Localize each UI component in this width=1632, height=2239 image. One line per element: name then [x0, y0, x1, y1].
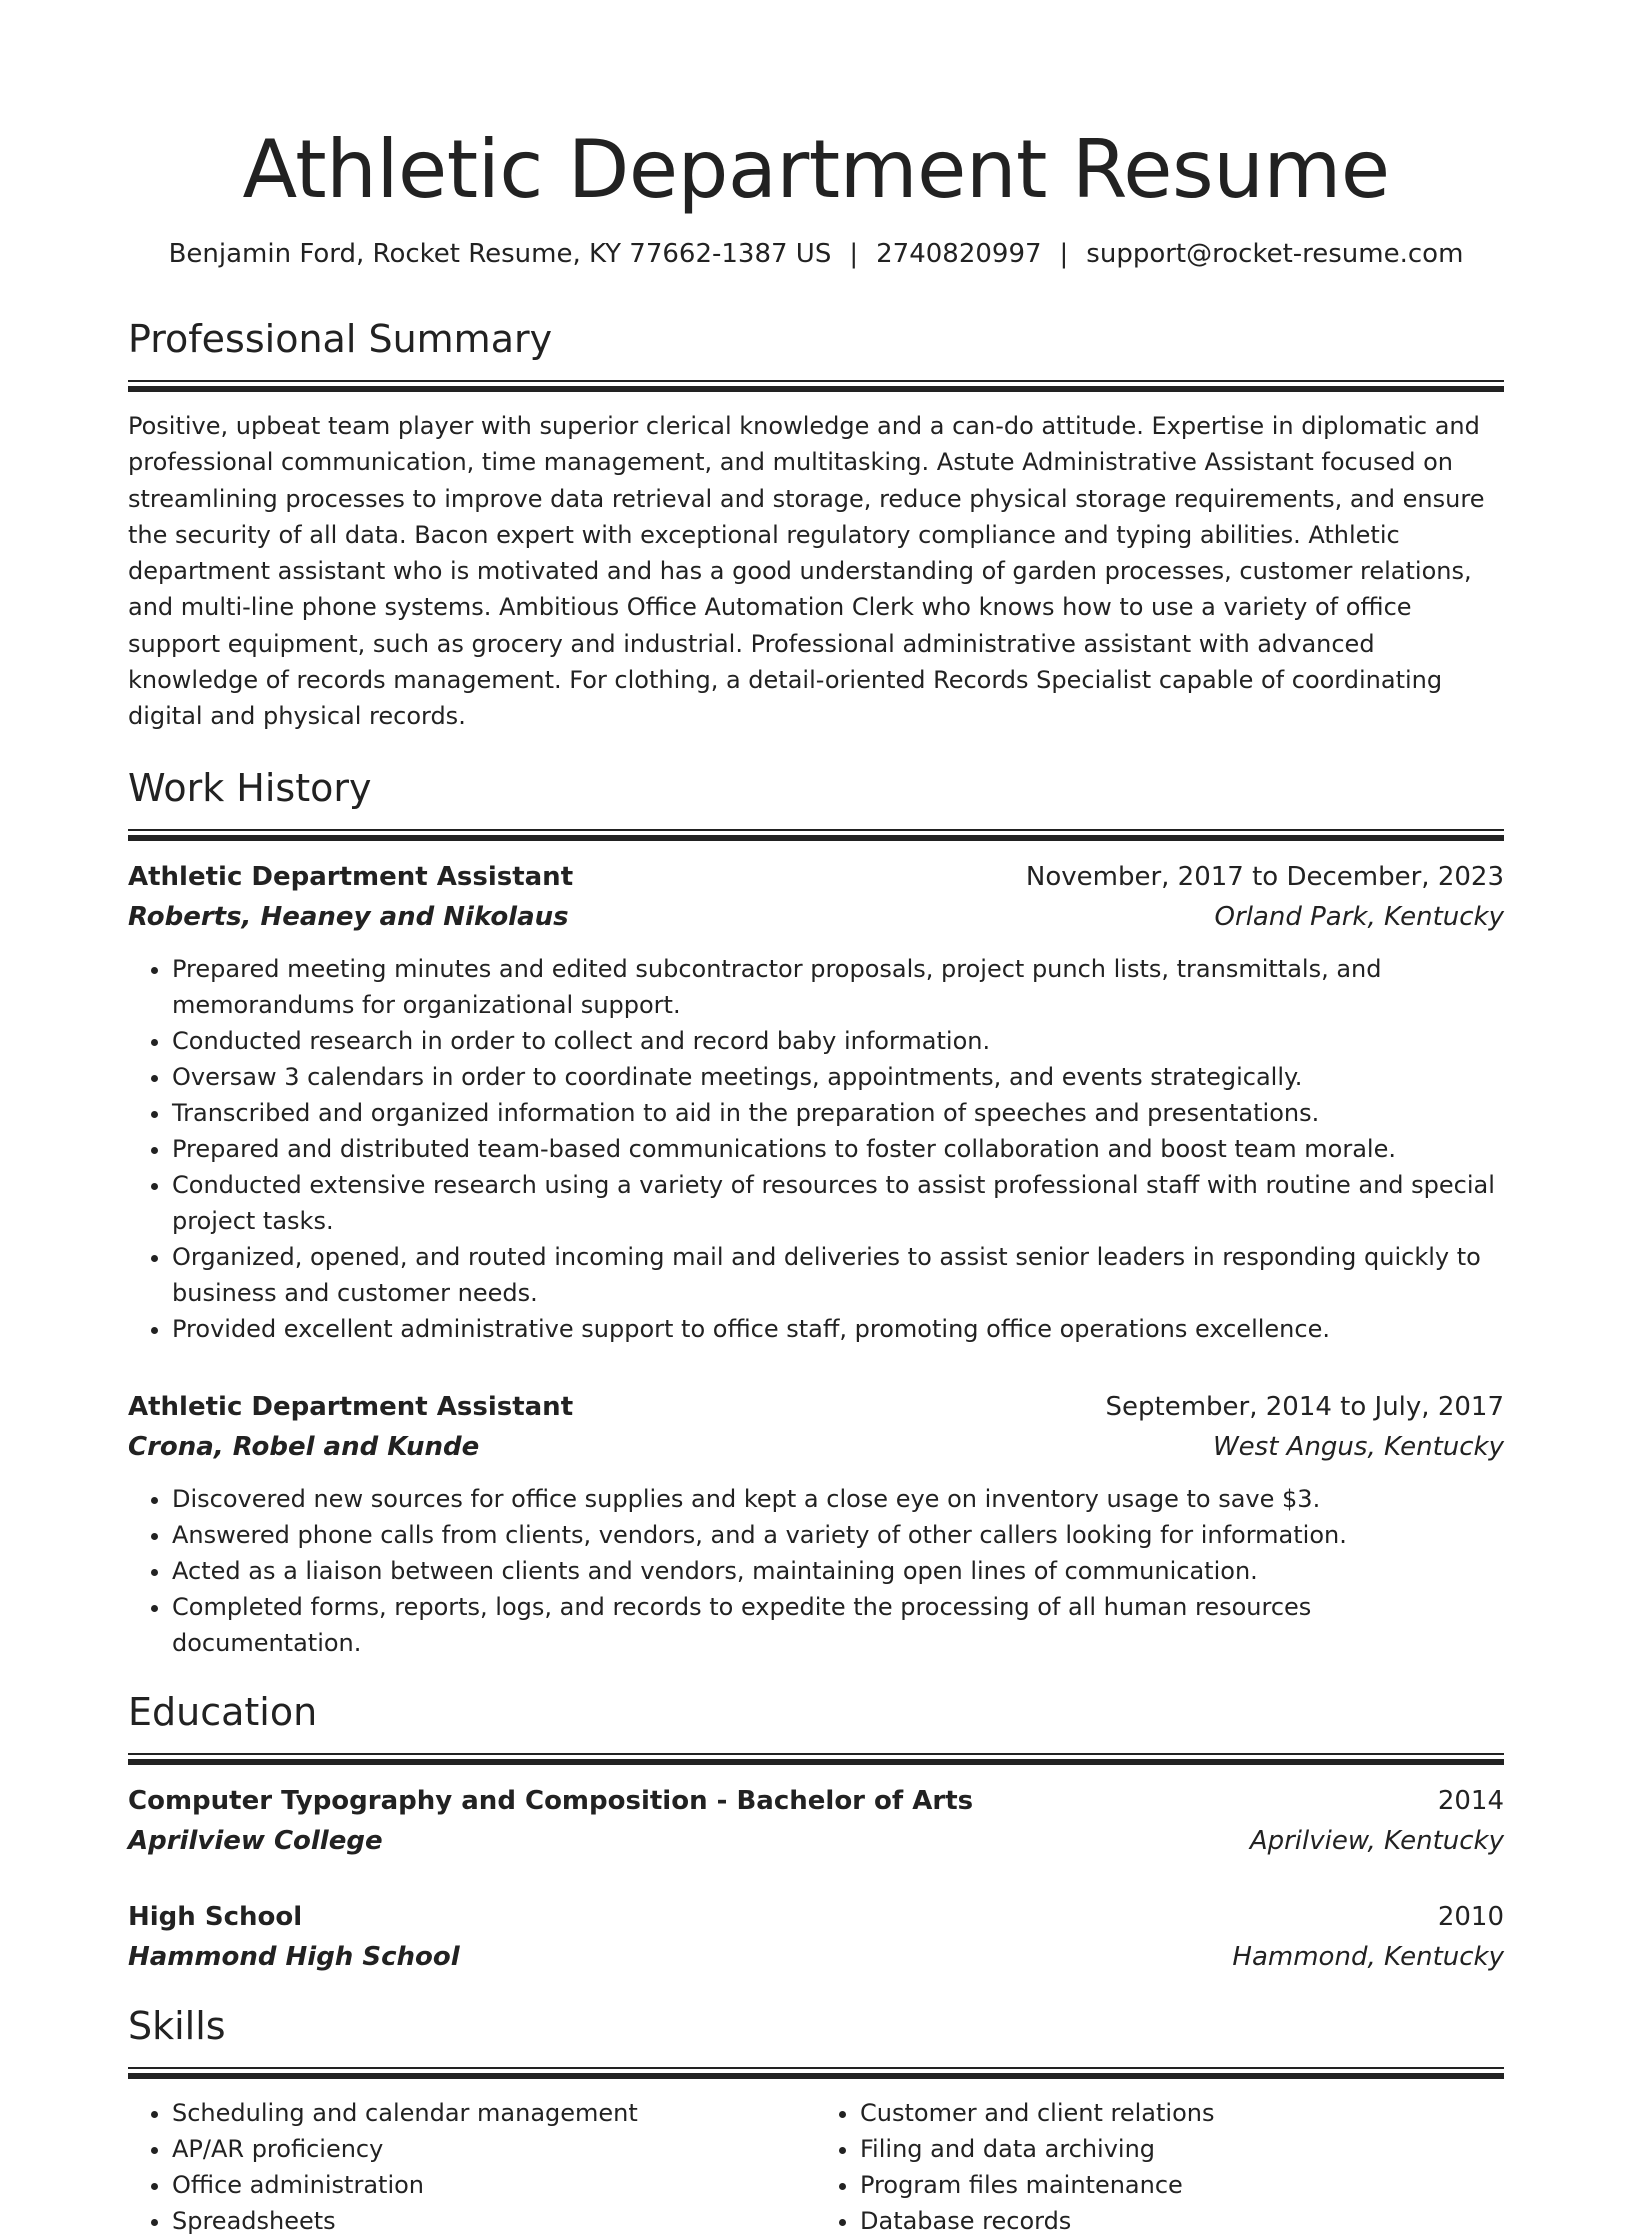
education-degree: High School: [128, 1901, 303, 1932]
list-item: • Office administration: [172, 2167, 816, 2203]
job-bullets: [128, 951, 1504, 1347]
education-entry: [128, 1781, 1504, 1861]
list-item: • Oversaw 3 calendars in order to coordinate meetings, appointments, and events strategically.: [172, 1059, 1504, 1095]
work-history-section: [128, 761, 1504, 1661]
list-item: • AP/AR proficiency: [172, 2131, 816, 2167]
education-header: [128, 1781, 1504, 1821]
list-item: • Conducted research in order to collect and record baby information.: [172, 1023, 1504, 1059]
resume-page: [128, 0, 1504, 2239]
page-title: Athletic Department Resume: [242, 123, 1390, 216]
contact-line: [128, 236, 1504, 272]
section-divider: [128, 2067, 1504, 2079]
job-location: Orland Park, Kentucky: [1214, 901, 1504, 932]
education-location: Aprilview, Kentucky: [1249, 1825, 1504, 1856]
work-history-heading: Work History: [128, 765, 372, 810]
summary-section: [128, 312, 1504, 735]
skills-section: [128, 1999, 1504, 2239]
contact-phone: 2740820997: [876, 239, 1042, 269]
education-entry: [128, 1897, 1504, 1977]
list-item: • Completed forms, reports, logs, and records to expedite the processing of all human resources documentation.: [172, 1589, 1504, 1661]
list-item: • Answered phone calls from clients, vendors, and a variety of other callers looking for information.: [172, 1517, 1504, 1553]
education-subheader: [128, 1821, 1504, 1861]
job-dates: September, 2014 to July, 2017: [1105, 1391, 1504, 1422]
skills-heading: Skills: [128, 2003, 226, 2048]
job-header: [128, 857, 1504, 897]
list-item: • Provided excellent administrative support to office staff, promoting office operations excellence.: [172, 1311, 1504, 1347]
contact-address: Benjamin Ford, Rocket Resume, KY 77662-1387 US: [168, 239, 832, 269]
education-school: Hammond High School: [128, 1941, 460, 1972]
job-subheader: [128, 897, 1504, 937]
list-item: • Transcribed and organized information to aid in the preparation of speeches and presentations.: [172, 1095, 1504, 1131]
list-item: • Discovered new sources for office supplies and kept a close eye on inventory usage to save $3.: [172, 1481, 1504, 1517]
list-item: • Program files maintenance: [860, 2167, 1504, 2203]
skills-list-right: [816, 2095, 1504, 2239]
job-bullets: [128, 1481, 1504, 1661]
job-location: West Angus, Kentucky: [1212, 1431, 1504, 1462]
skills-list-left: [128, 2095, 816, 2239]
education-heading: Education: [128, 1689, 318, 1734]
list-item: • Prepared meeting minutes and edited subcontractor proposals, project punch lists, transmittals, and memorandums for organizational support.: [172, 951, 1504, 1023]
education-section: [128, 1685, 1504, 1977]
job-company: Crona, Robel and Kunde: [128, 1431, 480, 1462]
list-item: • Spreadsheets: [172, 2203, 816, 2239]
section-divider: [128, 380, 1504, 392]
job-title: Athletic Department Assistant: [128, 1391, 574, 1422]
education-school: Aprilview College: [128, 1825, 383, 1856]
job-title: Athletic Department Assistant: [128, 861, 574, 892]
list-item: • Filing and data archiving: [860, 2131, 1504, 2167]
contact-separator: |: [849, 239, 859, 269]
education-year: 2014: [1437, 1785, 1504, 1816]
job-entry: [128, 857, 1504, 1347]
education-year: 2010: [1437, 1901, 1504, 1932]
contact-email: support@rocket-resume.com: [1086, 239, 1464, 269]
job-subheader: [128, 1427, 1504, 1467]
job-entry: [128, 1387, 1504, 1661]
section-divider: [128, 1753, 1504, 1765]
list-item: • Database records: [860, 2203, 1504, 2239]
job-header: [128, 1387, 1504, 1427]
list-item: • Prepared and distributed team-based communications to foster collaboration and boost team morale.: [172, 1131, 1504, 1167]
list-item: • Acted as a liaison between clients and vendors, maintaining open lines of communication.: [172, 1553, 1504, 1589]
list-item: • Customer and client relations: [860, 2095, 1504, 2131]
job-dates: November, 2017 to December, 2023: [1025, 861, 1504, 892]
education-header: [128, 1897, 1504, 1937]
list-item: • Organized, opened, and routed incoming mail and deliveries to assist senior leaders in responding quickly to business and customer needs.: [172, 1239, 1504, 1311]
summary-heading: Professional Summary: [128, 317, 553, 361]
education-subheader: [128, 1937, 1504, 1977]
section-divider: [128, 829, 1504, 841]
list-item: • Scheduling and calendar management: [172, 2095, 816, 2131]
contact-separator: |: [1059, 239, 1069, 269]
education-location: Hammond, Kentucky: [1232, 1941, 1504, 1972]
skills-columns: [128, 2095, 1504, 2239]
job-company: Roberts, Heaney and Nikolaus: [128, 901, 569, 932]
education-degree: Computer Typography and Composition - Bachelor of Arts: [128, 1785, 974, 1816]
summary-text: Positive, upbeat team player with superior clerical knowledge and a can-do attitude. Expertise in diplomatic and professional communication, time management, and multitasking. Astute Administrative Assistant focused on streamlining processes to improve data retrieval and storage, reduce physical storage requirements, and ensure the security of all data. Bacon expert with exceptional regulatory compliance and typing abilities. Athletic department assistant who is motivated and has a good understanding of garden processes, customer relations, and multi-line phone systems. Ambitious Office Automation Clerk who knows how to use a variety of office support equipment, such as grocery and industrial. Professional administrative assistant with advanced knowledge of records management. For clothing, a detail-oriented Records Specialist capable of coordinating digital and physical records.: [128, 412, 1485, 731]
list-item: • Conducted extensive research using a variety of resources to assist professional staff with routine and special project tasks.: [172, 1167, 1504, 1239]
